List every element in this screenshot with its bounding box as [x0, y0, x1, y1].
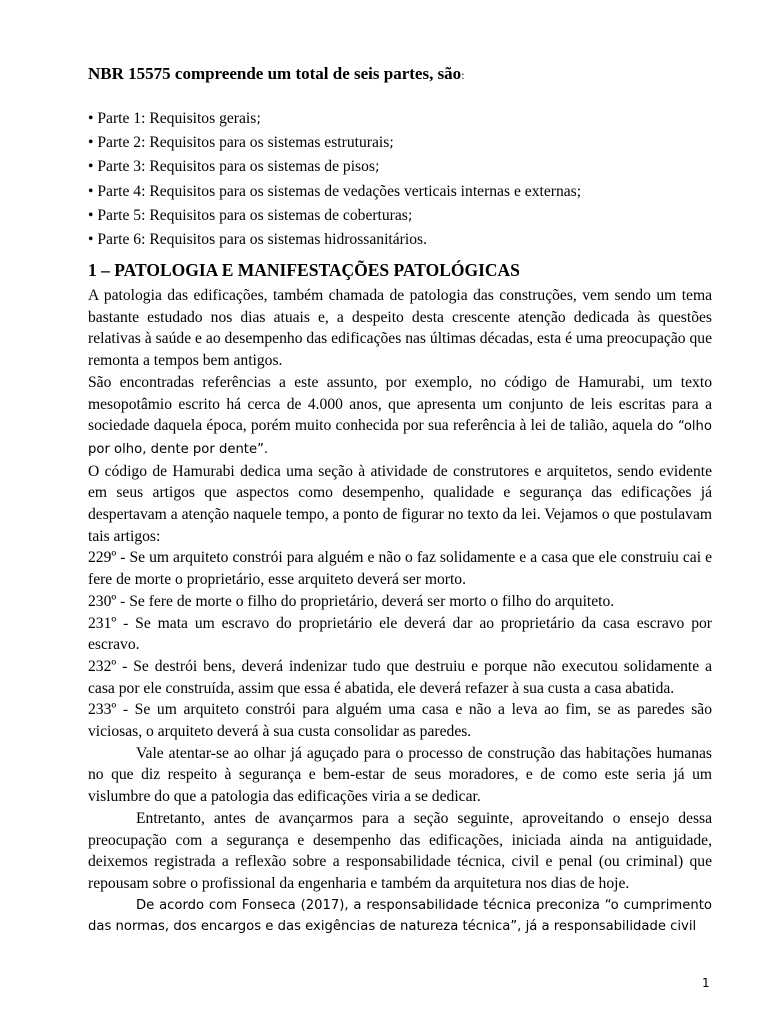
- article-230: 230º - Se fere de morte o filho do proprietário, deverá ser morto o filho do arquiteto.: [88, 592, 615, 610]
- parts-list: [88, 107, 712, 252]
- list-item-text: Requisitos para os sistemas de pisos: [149, 158, 375, 176]
- list-item-prefix: • Parte 4:: [88, 182, 150, 200]
- article-233: 233º - Se um arquiteto constrói para alguém uma casa e não a leva ao fim, se as paredes são viciosas, o arquiteto deverá à sua custa consolidar as paredes.: [88, 701, 712, 741]
- list-item-tail: .: [423, 231, 427, 249]
- article-232: 232º - Se destrói bens, deverá indenizar tudo que destruiu e porque não executou solidamente a casa por ele construída, assim que essa é abatida, ele deverá refazer à sua custa a casa abatida.: [88, 657, 712, 697]
- list-item-prefix: • Parte 5:: [88, 206, 150, 224]
- list-item-tail: ;: [389, 135, 394, 152]
- list-item: [88, 155, 712, 179]
- chapter-heading: 1 – PATOLOGIA E MANIFESTAÇÕES PATOLÓGICAS: [88, 260, 520, 280]
- article-229: 229º - Se um arquiteto constrói para alguém e não o faz solidamente e a casa que ele construiu cai e fere de morte o proprietário, esse arquiteto deverá ser morto.: [88, 549, 712, 589]
- paragraph: A patologia das edificações, também chamada de patologia das construções, vem sendo um tema bastante estudado nos dias atuais e, a despeito desta crescente atenção dedicada às questões relativas à saúde e ao desempenho das edificações nas últimas décadas, esta é uma preocupação que remonta a tempos bem antigos.: [88, 287, 712, 370]
- paragraph-text: São encontradas referências a este assunto, por exemplo, no código de Hamurabi, um texto mesopotâmio escrito há cerca de 4.000 anos, que apresenta um conjunto de leis escritas para a sociedade daquela época, porém muito conhecida por sua referência à lei de talião, aquela: [88, 373, 712, 435]
- list-item-tail: ;: [256, 111, 262, 127]
- body-text: [88, 285, 712, 938]
- list-item-prefix: • Parte 1:: [88, 110, 150, 127]
- list-item-prefix: • Parte 2:: [88, 134, 150, 152]
- paragraph: Entretanto, antes de avançarmos para a seção seguinte, aproveitando o ensejo dessa preocupação com a segurança e desempenho das edificações, iniciada ainda na antiguidade, deixemos registrada a reflexão sobre a responsabilidade técnica, civil e penal (ou criminal) que repousam sobre o profissional da engenharia e também da arquitetura nos dias de hoje.: [88, 809, 712, 892]
- article-231: 231º - Se mata um escravo do proprietário ele deverá dar ao proprietário da casa escravo por escravo.: [88, 614, 712, 654]
- list-item-text: Requisitos gerais: [149, 110, 257, 127]
- list-item-text: Requisitos para os sistemas de coberturas: [149, 206, 408, 224]
- list-item: [88, 180, 712, 204]
- title-text: NBR 15575 compreende um total de seis partes, são: [88, 64, 462, 83]
- list-item-text: Requisitos para os sistemas hidrossanitários: [149, 231, 424, 249]
- paragraph: De acordo com Fonseca (2017), a responsabilidade técnica preconiza “o cumprimento das normas, dos encargos e das exigências de natureza técnica”, já a responsabilidade civil: [88, 897, 712, 935]
- paragraph: Vale atentar-se ao olhar já aguçado para o processo de construção das habitações humanas no que diz respeito à segurança e bem-estar de seus moradores, e de como este seria já um vislumbre do que a patologia das edificações viria a se dedicar.: [88, 744, 712, 806]
- page-number: 1: [702, 976, 710, 990]
- list-item: [88, 204, 712, 228]
- list-item-tail: ;: [407, 207, 413, 224]
- section-title: [88, 64, 465, 84]
- list-item: [88, 228, 712, 252]
- list-item-tail: e externas;: [510, 182, 582, 200]
- list-item-text: Requisitos para os sistemas de vedações verticais internas: [149, 182, 511, 200]
- paragraph: [88, 372, 712, 461]
- paragraph-quote: do “olho por olho, dente por dente”.: [88, 419, 712, 457]
- paragraph: O código de Hamurabi dedica uma seção à atividade de construtores e arquitetos, sendo evidente em seus artigos que aspectos como desempenho, qualidade e segurança das edificações já despertavam a atenção naquele tempo, a ponto de figurar no texto da lei. Vejamos o que postulavam tais artigos:: [88, 462, 712, 545]
- list-item: [88, 107, 712, 131]
- list-item-tail: ;: [375, 159, 380, 176]
- list-item-text: Requisitos para os sistemas estruturais: [149, 134, 390, 152]
- list-item-prefix: • Parte 6:: [88, 231, 150, 249]
- list-item-prefix: • Parte 3:: [88, 158, 150, 176]
- list-item: [88, 131, 712, 155]
- title-colon: :: [461, 68, 465, 82]
